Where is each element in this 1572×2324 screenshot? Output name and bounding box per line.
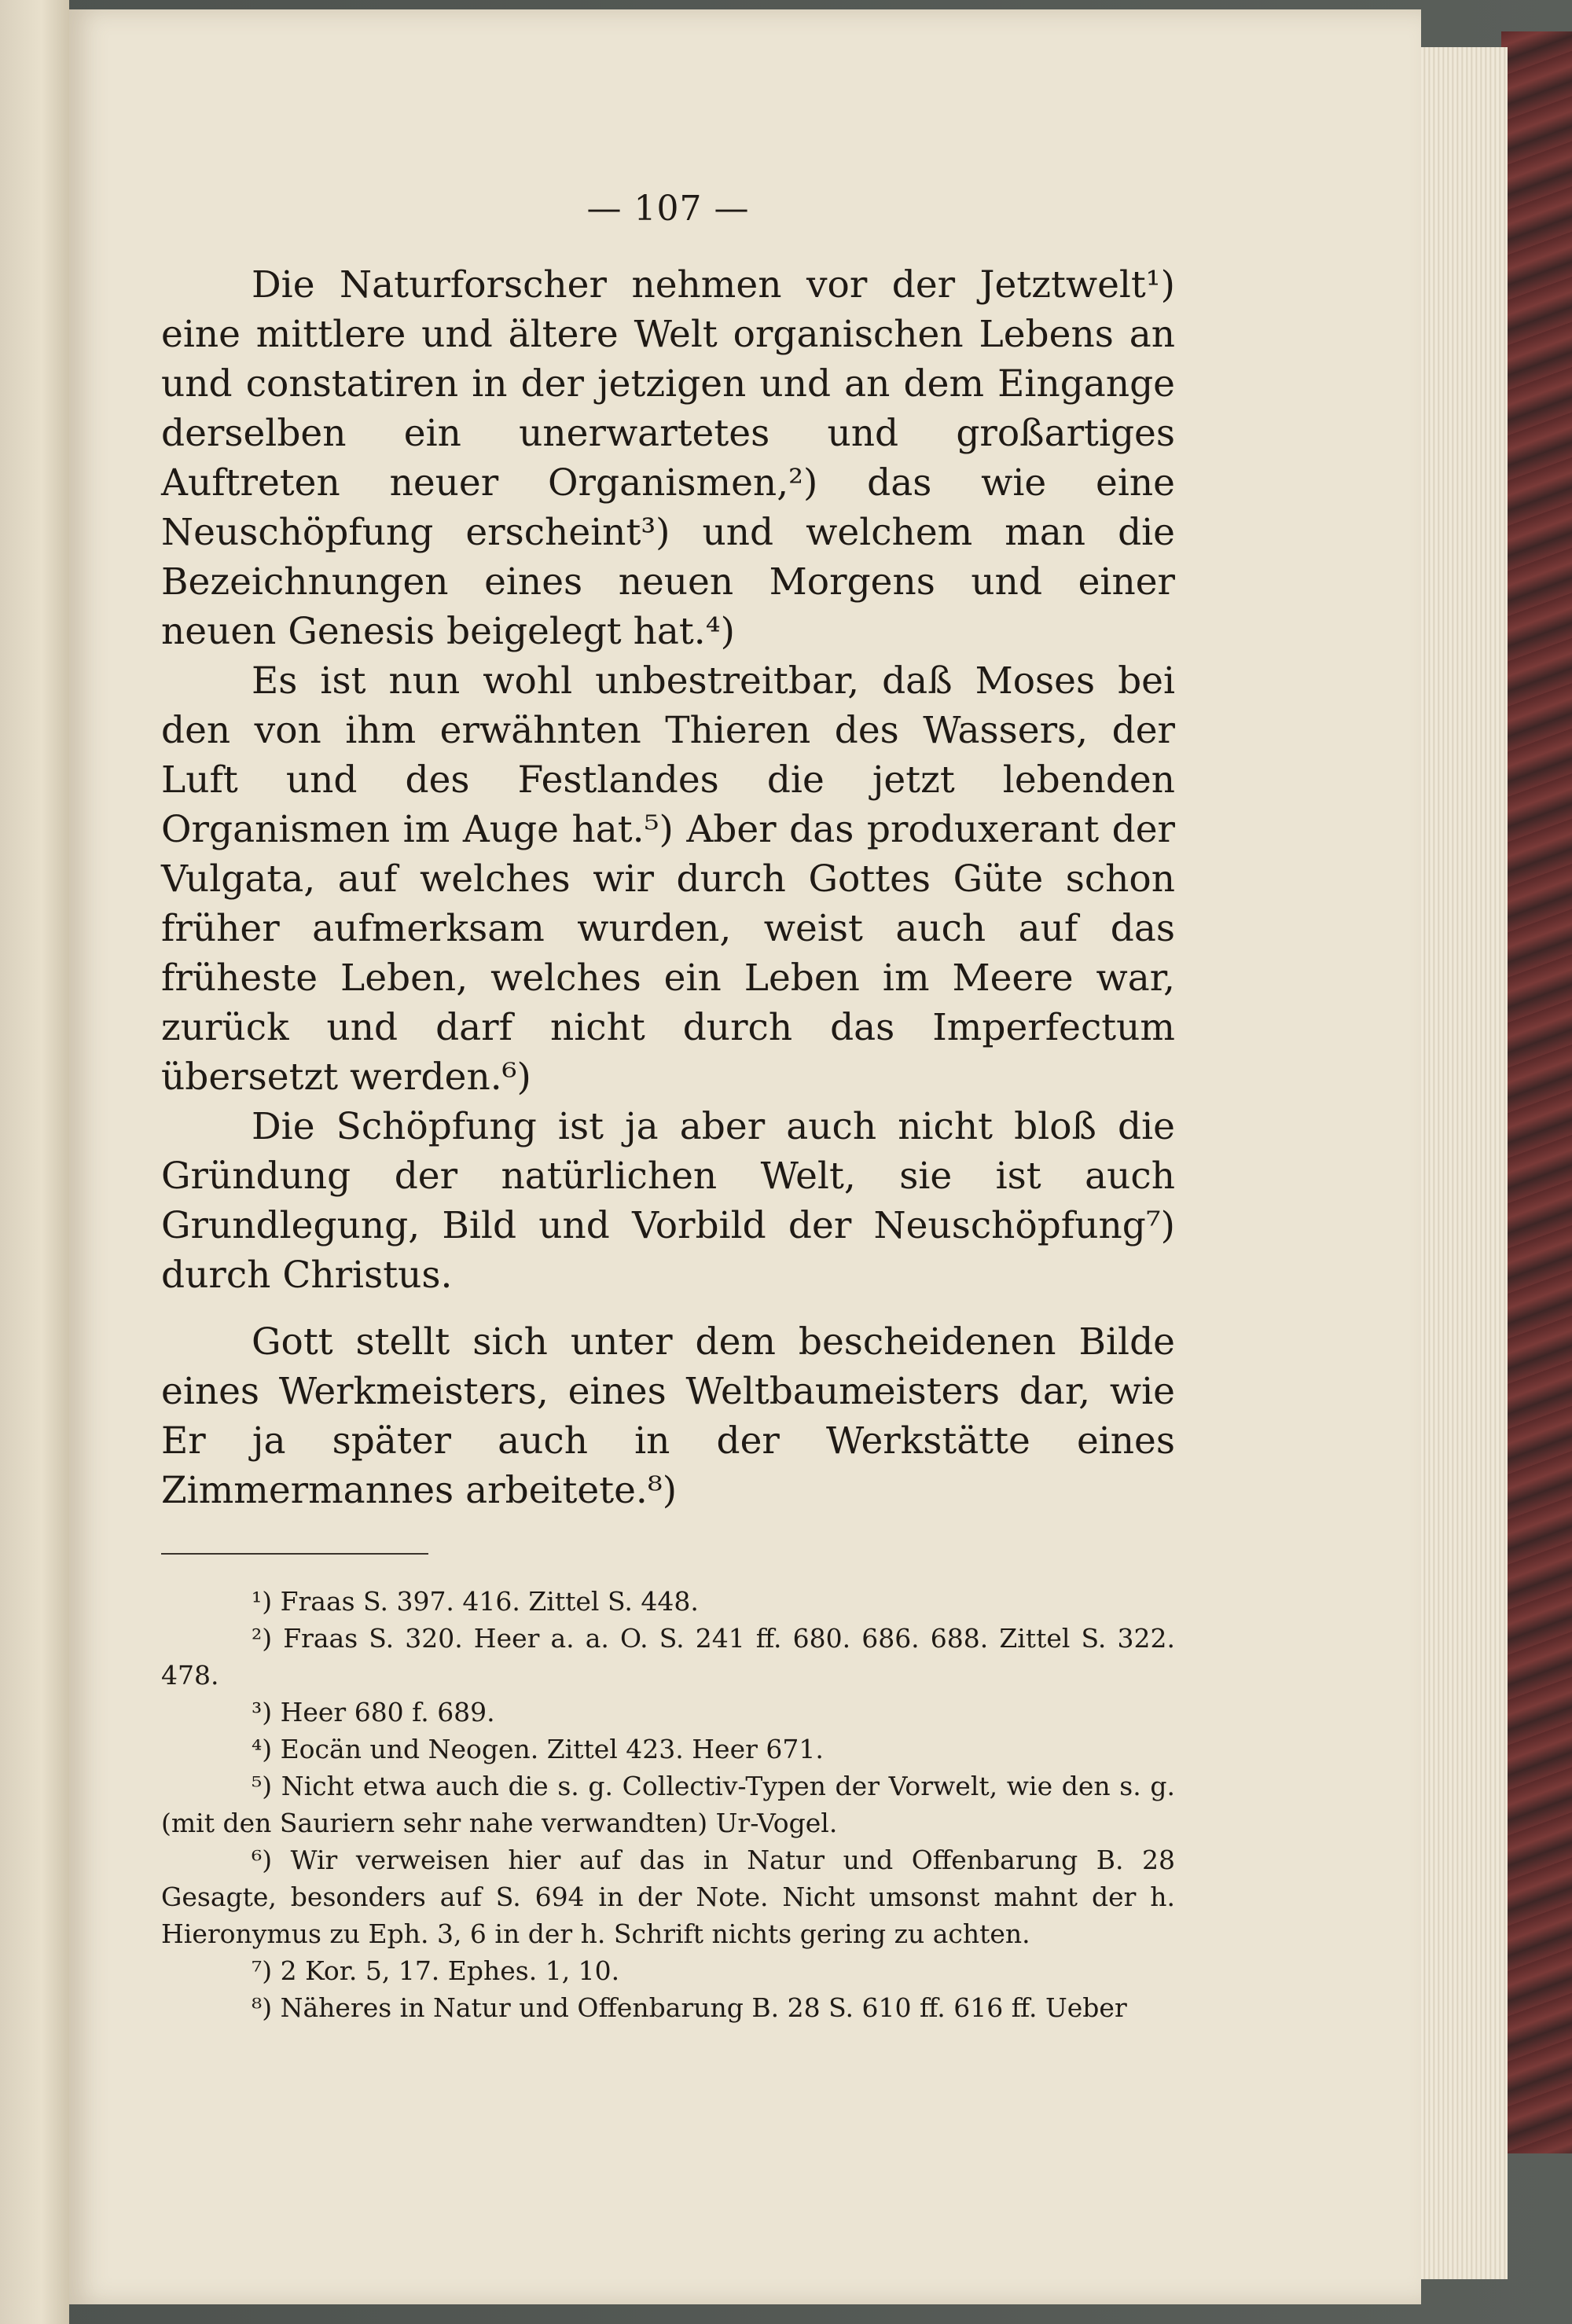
footnote-divider [161, 1553, 428, 1555]
page-block-edge [1421, 47, 1508, 2279]
footnotes [161, 1583, 1175, 2026]
body-text [161, 260, 1175, 1515]
paragraph: Es ist nun wohl unbestreitbar, daß Moses bei den von ihm erwähnten Thieren des Wassers, der Luft und des Festlandes die jetzt lebenden Organismen im Auge hat.⁵) Aber das produxerant der Vulgata, auf welches wir durch Gottes Güte schon früher aufmerksam wurden, weist auch auf das früheste Leben, welches ein Leben im Meere war, zurück und darf nicht durch das Imperfectum übersetzt werden.⁶) [161, 659, 1175, 1099]
page-number: — 107 — [586, 189, 750, 229]
paragraph: Die Naturforscher nehmen vor der Jetztwelt¹) eine mittlere und ältere Welt organischen Lebens an und constatiren in der jetzigen und an dem Eingange derselben ein unerwartetes und großartiges Auftreten neuer Organismen,²) das wie eine Neuschöpfung erscheint³) und welchem man die Bezeichnungen eines neuen Morgens und einer neuen Genesis beigelegt hat.⁴) [161, 263, 1175, 653]
footnote: ⁵) Nicht etwa auch die s. g. Collectiv-Typen der Vorwelt, wie den s. g. (mit den Sauriern sehr nahe verwandten) Ur-Vogel. [161, 1771, 1175, 1838]
left-page-edge [0, 0, 69, 2324]
footnote: ⁶) Wir verweisen hier auf das in Natur und Offenbarung B. 28 Gesagte, besonders auf S. 694 in der Note. Nicht umsonst mahnt der h. Hieronymus zu Eph. 3, 6 in der h. Schrift nichts gering zu achten. [161, 1845, 1175, 1949]
page-content [161, 189, 1175, 2026]
footnote: ⁸) Näheres in Natur und Offenbarung B. 28 S. 610 ff. 616 ff. Ueber [252, 1992, 1127, 2023]
marbled-edge [1501, 31, 1572, 2153]
footnote: ⁷) 2 Kor. 5, 17. Ephes. 1, 10. [252, 1955, 620, 1986]
footnote: ³) Heer 680 f. 689. [252, 1697, 495, 1727]
paragraph: Die Schöpfung ist ja aber auch nicht bloß die Gründung der natürlichen Welt, sie ist auch Grundlegung, Bild und Vorbild der Neuschöpfung⁷) durch Christus. [161, 1105, 1175, 1297]
footnote: ⁴) Eocän und Neogen. Zittel 423. Heer 671. [252, 1734, 824, 1764]
footnote: ¹) Fraas S. 397. 416. Zittel S. 448. [252, 1586, 699, 1617]
footnote: ²) Fraas S. 320. Heer a. a. O. S. 241 ff. 680. 686. 688. Zittel S. 322. 478. [161, 1623, 1175, 1691]
paragraph: Gott stellt sich unter dem bescheidenen Bilde eines Werkmeisters, eines Weltbaumeisters dar, wie Er ja später auch in der Werkstätte eines Zimmermannes arbeitete.⁸) [161, 1320, 1175, 1512]
